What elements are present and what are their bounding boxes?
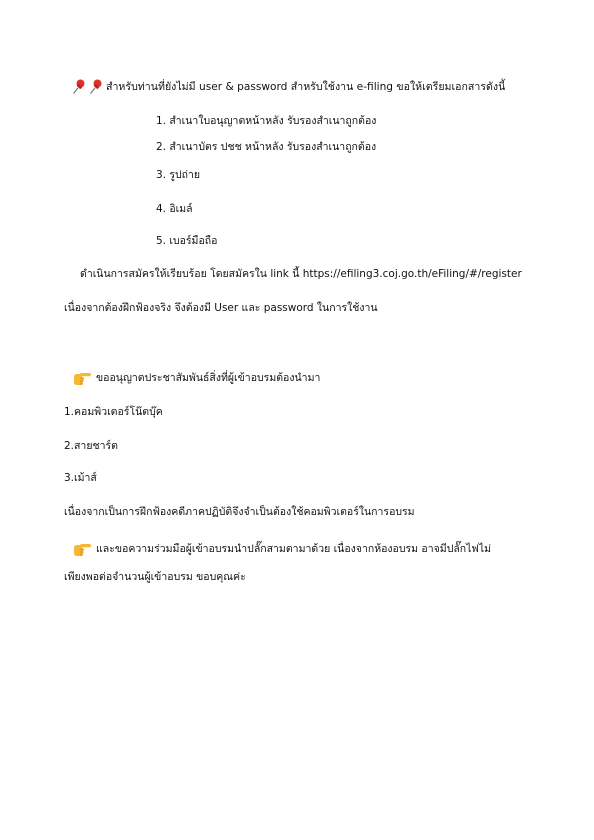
request-text-line-1: และขอความร่วมมือผู้เข้าอบรมนำปลั๊กสามตามาด้วย เนื่องจากห้องอบรม อาจมีปลั๊กไฟไม่ bbox=[96, 543, 492, 555]
pointing-hand-icon bbox=[72, 541, 92, 557]
document-item: 1. สำเนาใบอนุญาตหน้าหลัง รับรองสำเนาถูกต้อง bbox=[156, 115, 377, 127]
document-item: 5. เบอร์มือถือ bbox=[156, 235, 218, 247]
equipment-item: 2.สายชาร์ต bbox=[64, 440, 118, 452]
registration-note: เนื่องจากต้องฝึกฟ้องจริง จึงต้องมี User และ password ในการใช้งาน bbox=[64, 302, 378, 314]
intro-line bbox=[72, 79, 505, 95]
pushpin-icon bbox=[89, 79, 103, 95]
equipment-heading-text: ขออนุญาตประชาสัมพันธ์สิ่งที่ผู้เข้าอบรมต้องนำมา bbox=[96, 372, 321, 384]
pushpin-icon bbox=[72, 79, 86, 95]
equipment-note: เนื่องจากเป็นการฝึกฟ้องคดีภาคปฏิบัติจึงจำเป็นต้องใช้คอมพิวเตอร์ในการอบรม bbox=[64, 506, 415, 518]
pointing-hand-icon bbox=[72, 370, 92, 386]
request-line-1 bbox=[72, 541, 491, 557]
document-item: 4. อิเมล์ bbox=[156, 203, 193, 215]
document-item: 3. รูปถ่าย bbox=[156, 169, 201, 181]
intro-text: สำหรับท่านที่ยังไม่มี user & password สำหรับใช้งาน e-filing ขอให้เตรียมเอกสารดังนี้ bbox=[106, 81, 506, 93]
equipment-heading bbox=[72, 370, 320, 386]
equipment-item: 1.คอมพิวเตอร์โน๊ตบุ๊ค bbox=[64, 406, 163, 418]
equipment-item: 3.เม้าส์ bbox=[64, 472, 97, 484]
registration-link-text: ดำเนินการสมัครให้เรียบร้อย โดยสมัครใน link นี้ https://efiling3.coj.go.th/eFiling/#/register bbox=[80, 268, 522, 280]
document-item: 2. สำเนาบัตร ปชช หน้าหลัง รับรองสำเนาถูกต้อง bbox=[156, 141, 377, 153]
request-line-2: เพียงพอต่อจำนวนผู้เข้าอบรม ขอบคุณค่ะ bbox=[64, 571, 246, 583]
